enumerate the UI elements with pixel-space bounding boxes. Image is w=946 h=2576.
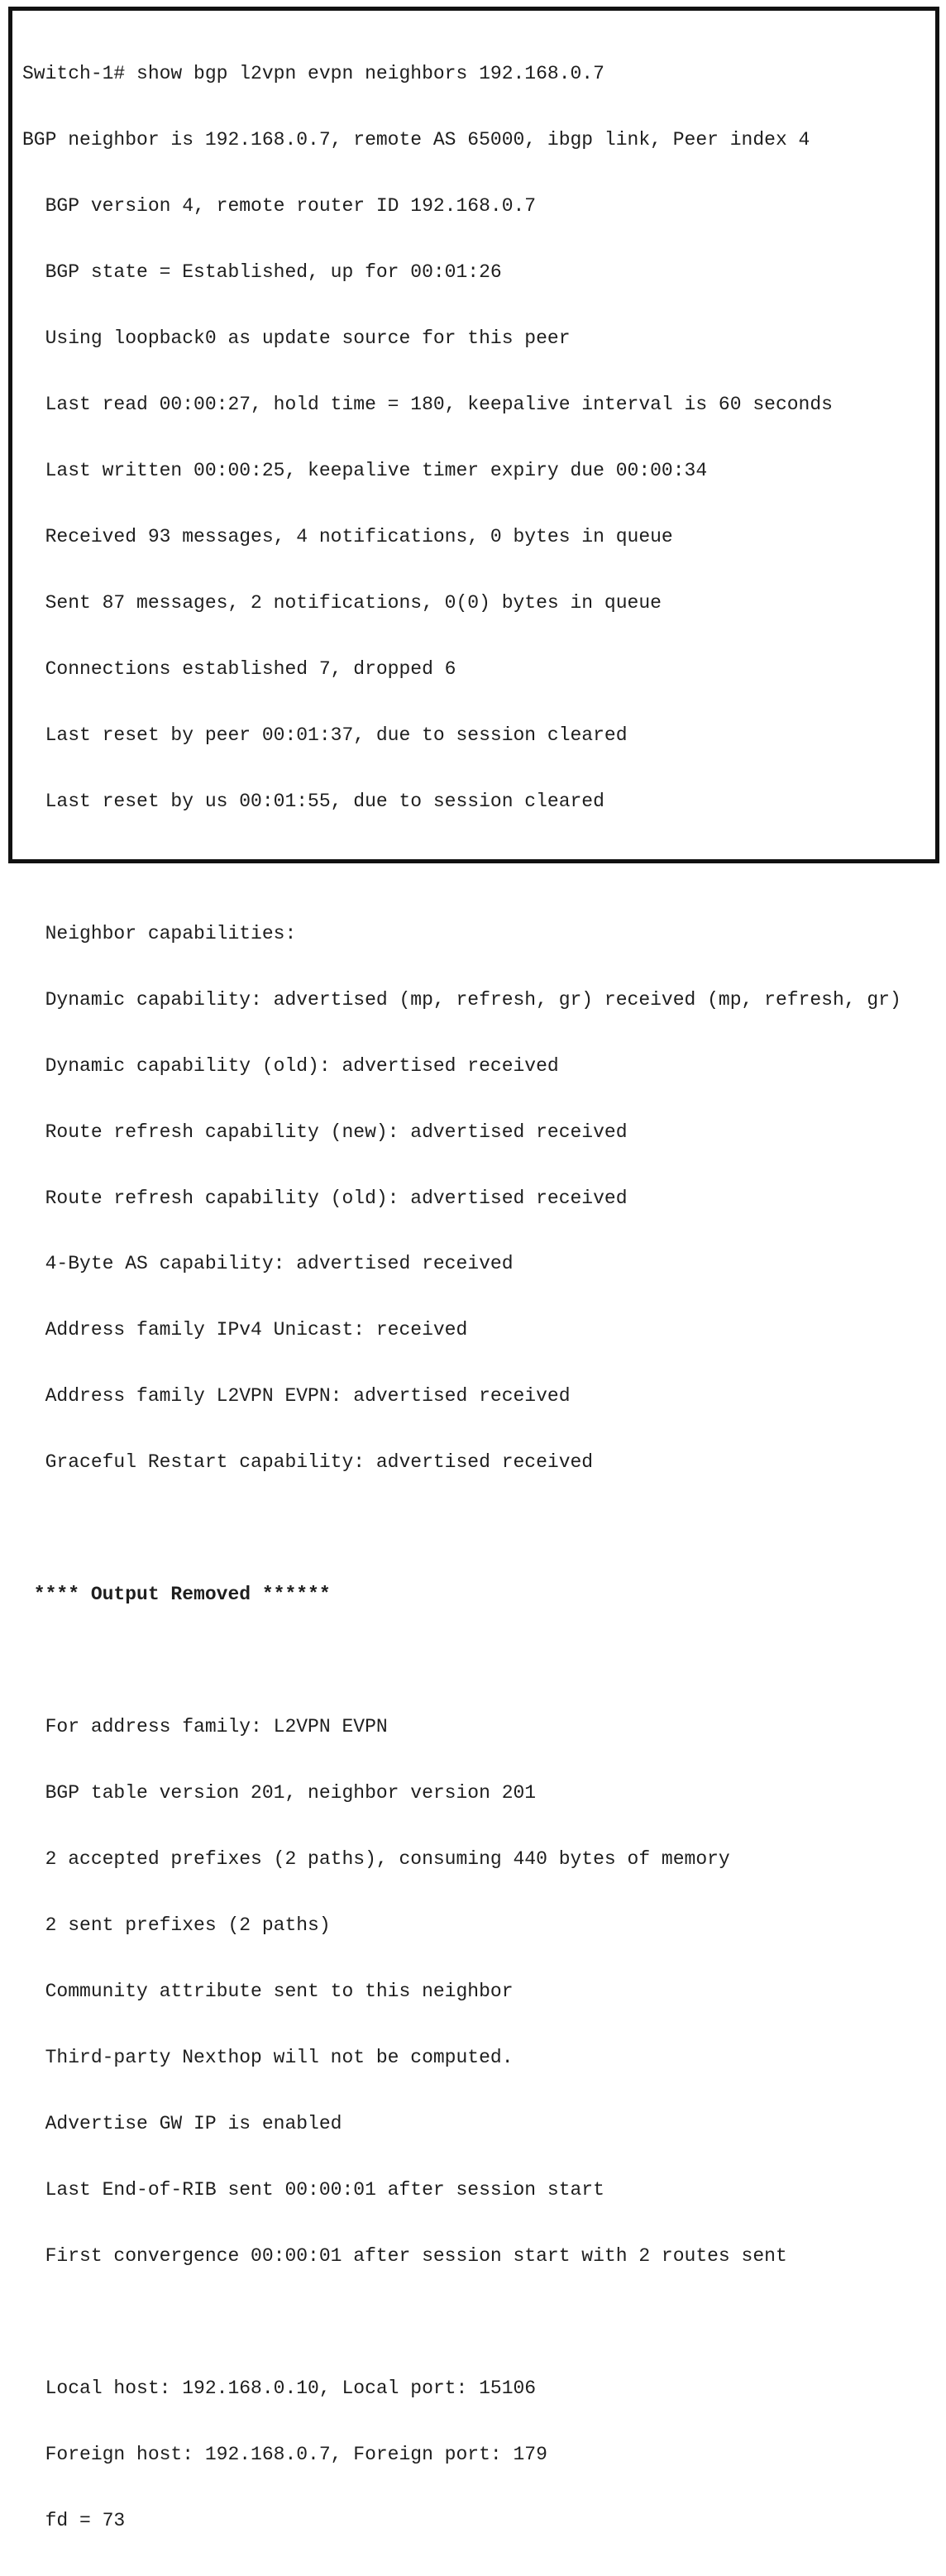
output-line: Received 93 messages, 4 notifications, 0 bytes in queue	[22, 525, 673, 547]
terminal-output	[22, 19, 930, 2576]
output-line: For address family: L2VPN EVPN	[22, 1716, 388, 1738]
output-line: Using loopback0 as update source for this peer	[22, 327, 571, 350]
blank-line	[22, 857, 930, 879]
output-line: 4-Byte AS capability: advertised received	[22, 1253, 514, 1275]
blank-line	[22, 1650, 930, 1672]
output-line: Local host: 192.168.0.10, Local port: 15106	[22, 2377, 537, 2399]
output-line: Last End-of-RIB sent 00:00:01 after session start	[22, 2178, 604, 2201]
output-line: First convergence 00:00:01 after session start with 2 routes sent	[22, 2244, 787, 2267]
output-line: Last written 00:00:25, keepalive timer expiry due 00:00:34	[22, 460, 708, 482]
blank-line	[22, 1517, 930, 1540]
output-line: Last reset by peer 00:01:37, due to session cleared	[22, 724, 628, 746]
output-line: Community attribute sent to this neighbor	[22, 1980, 514, 2002]
output-line: Third-party Nexthop will not be computed.	[22, 2046, 514, 2068]
output-frame	[8, 7, 939, 2531]
output-line: Route refresh capability (old): advertised received	[22, 1187, 628, 1209]
output-line: Last read 00:00:27, hold time = 180, keepalive interval is 60 seconds	[22, 394, 833, 416]
output-line: Address family L2VPN EVPN: advertised received	[22, 1385, 571, 1407]
output-line: 2 accepted prefixes (2 paths), consuming 440 bytes of memory	[22, 1848, 730, 1871]
blank-line	[22, 2311, 930, 2334]
output-line: BGP state = Established, up for 00:01:26	[22, 261, 502, 284]
output-line: Dynamic capability: advertised (mp, refresh, gr) received (mp, refresh, gr)	[22, 988, 901, 1011]
output-line: Graceful Restart capability: advertised received	[22, 1451, 594, 1474]
output-line: 2 sent prefixes (2 paths)	[22, 1914, 331, 1936]
command-line: Switch-1# show bgp l2vpn evpn neighbors 192.168.0.7	[22, 63, 604, 85]
output-line: Last reset by us 00:01:55, due to session cleared	[22, 790, 604, 812]
output-line: BGP table version 201, neighbor version 201	[22, 1782, 537, 1804]
output-line: fd = 73	[22, 2509, 126, 2531]
output-line: Dynamic capability (old): advertised received	[22, 1054, 559, 1077]
output-line: Foreign host: 192.168.0.7, Foreign port: 179	[22, 2443, 547, 2465]
output-line: Connections established 7, dropped 6	[22, 657, 456, 680]
output-line: BGP version 4, remote router ID 192.168.0.7	[22, 195, 537, 217]
output-line: Sent 87 messages, 2 notifications, 0(0) bytes in queue	[22, 591, 662, 614]
output-line: Address family IPv4 Unicast: received	[22, 1319, 468, 1341]
output-line: BGP neighbor is 192.168.0.7, remote AS 65000, ibgp link, Peer index 4	[22, 129, 810, 151]
output-line: Advertise GW IP is enabled	[22, 2112, 342, 2134]
output-removed-marker: **** Output Removed ******	[22, 1584, 331, 1606]
output-line: Neighbor capabilities:	[22, 922, 297, 944]
output-line: Route refresh capability (new): advertised received	[22, 1121, 628, 1143]
